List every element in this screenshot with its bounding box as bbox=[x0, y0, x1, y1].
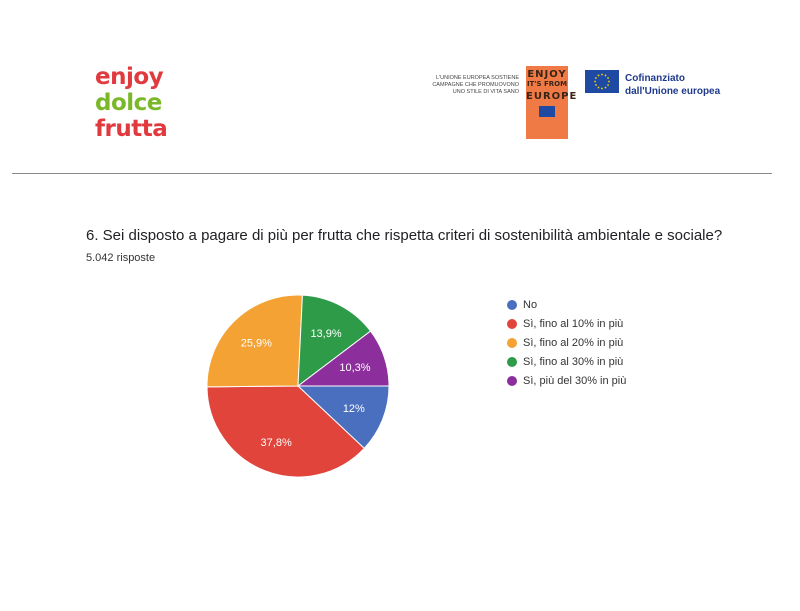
enjoy-its-from-europe-badge bbox=[526, 66, 578, 139]
logo-line-dolce: dolce bbox=[95, 90, 162, 116]
legend-item bbox=[507, 314, 626, 333]
header-divider bbox=[12, 173, 772, 174]
legend-label: Sì, fino al 20% in più bbox=[523, 336, 624, 349]
eu-flag-icon bbox=[585, 70, 619, 93]
eu-star-icon bbox=[601, 88, 603, 90]
question-title: 6. Sei disposto a pagare di più per frutta che rispetta criteri di sostenibilità ambientale e sociale? bbox=[86, 227, 723, 244]
legend-swatch bbox=[507, 357, 517, 367]
eu-text-line-1: Cofinanziato bbox=[625, 73, 685, 84]
legend-swatch bbox=[507, 319, 517, 329]
eu-star-icon bbox=[595, 77, 597, 79]
pie-slice-label: 25,9% bbox=[240, 337, 272, 350]
badge-eu-flag-icon bbox=[539, 106, 555, 117]
badge-line-1: ENJOY bbox=[527, 69, 567, 80]
response-count: 5.042 risposte bbox=[86, 252, 156, 264]
pie-slice-label: 13,9% bbox=[310, 327, 342, 340]
legend-swatch bbox=[507, 338, 517, 348]
pie-slice-label: 37,8% bbox=[260, 436, 292, 449]
legend-item bbox=[507, 352, 626, 371]
pie-slice-label: 12% bbox=[342, 403, 365, 416]
legend-label: Sì, più del 30% in più bbox=[523, 374, 627, 387]
eu-star-icon bbox=[607, 84, 609, 86]
eu-star-icon bbox=[607, 77, 609, 79]
eu-cofinanced-text bbox=[625, 72, 720, 98]
enjoy-dolce-frutta-logo bbox=[95, 64, 167, 142]
eu-star-icon bbox=[598, 75, 600, 77]
legend-swatch bbox=[507, 376, 517, 386]
legend-swatch bbox=[507, 300, 517, 310]
chart-legend bbox=[507, 295, 626, 390]
legend-label: Sì, fino al 30% in più bbox=[523, 355, 624, 368]
legend-label: Sì, fino al 10% in più bbox=[523, 317, 624, 330]
logo-line-frutta: frutta bbox=[95, 116, 168, 142]
badge-line-2: IT'S FROM bbox=[526, 80, 568, 88]
logo-line-enjoy: enjoy bbox=[95, 64, 164, 90]
legend-item bbox=[507, 333, 626, 352]
legend-item bbox=[507, 295, 626, 314]
pie-slice-label: 10,3% bbox=[339, 361, 371, 374]
eu-star-icon bbox=[598, 87, 600, 89]
legend-label: No bbox=[523, 298, 538, 311]
eu-text-line-2: dall'Unione europea bbox=[625, 86, 721, 97]
badge-line-3: EUROPE bbox=[526, 91, 578, 102]
eu-support-caption: L'UNIONE EUROPEA SOSTIENE CAMPAGNE CHE PROMUOVONO UNO STILE DI VITA SANO bbox=[432, 75, 519, 95]
legend-item bbox=[507, 371, 626, 390]
eu-star-icon bbox=[601, 74, 603, 76]
eu-star-icon bbox=[605, 87, 607, 89]
eu-star-icon bbox=[608, 81, 610, 83]
pie-chart bbox=[195, 285, 395, 485]
eu-star-icon bbox=[595, 84, 597, 86]
eu-star-icon bbox=[594, 81, 596, 83]
eu-star-icon bbox=[605, 75, 607, 77]
